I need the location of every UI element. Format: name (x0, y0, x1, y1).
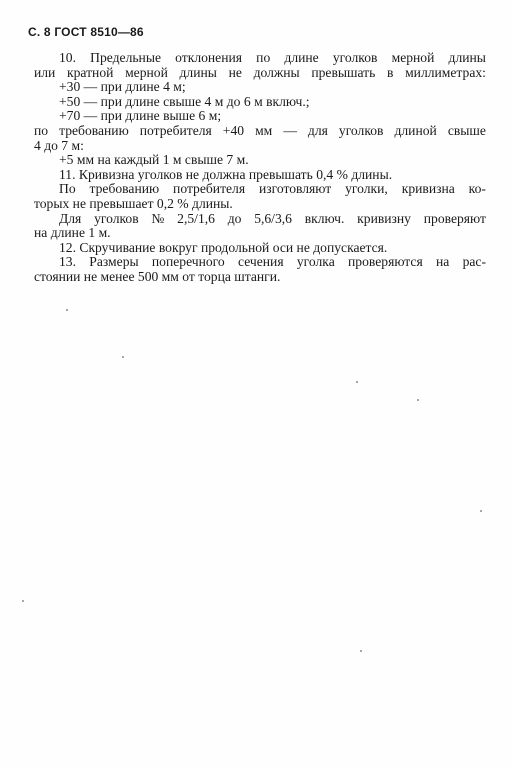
text-line: +30 — при длине 4 м; (59, 79, 186, 95)
scan-speck (356, 381, 358, 383)
text-line: на длине 1 м. (34, 225, 111, 241)
text-line: 10. Предельные отклонения по длине уголков мерной длины (59, 50, 486, 65)
text-line: 12. Скручивание вокруг продольной оси не допускается. (59, 239, 388, 255)
scan-speck (360, 650, 362, 652)
text-line: 11. Кривизна уголков не должна превышать 0,4 % длины. (59, 166, 393, 182)
text-line: стоянии не менее 500 мм от торца штанги. (34, 268, 281, 284)
scan-speck (122, 356, 124, 358)
text-line: торых не превышает 0,2 % длины. (34, 195, 233, 211)
text-line: +50 — при длине свыше 4 м до 6 м включ.; (59, 93, 310, 109)
body-text (34, 51, 486, 285)
scan-speck (22, 600, 24, 602)
text-line: 4 до 7 м: (34, 137, 84, 153)
text-line: или кратной мерной длины не должны превышать в миллиметрах: (34, 64, 486, 80)
text-line: Для уголков № 2,5/1,6 до 5,6/3,6 включ. кривизну проверяют (59, 210, 486, 226)
text-line: по требованию потребителя +40 мм — для уголков длиной свыше (34, 122, 486, 138)
scan-speck (480, 510, 482, 512)
text-line: По требованию потребителя изготовляют уголки, кривизна ко- (59, 181, 486, 197)
scan-speck (66, 309, 68, 311)
scan-speck (417, 399, 419, 401)
text-line: +70 — при длине выше 6 м; (59, 108, 222, 124)
text-line: 13. Размеры поперечного сечения уголка проверяются на рас- (59, 254, 486, 270)
text-line: +5 мм на каждый 1 м свыше 7 м. (59, 152, 249, 168)
page-header: С. 8 ГОСТ 8510—86 (28, 25, 144, 39)
